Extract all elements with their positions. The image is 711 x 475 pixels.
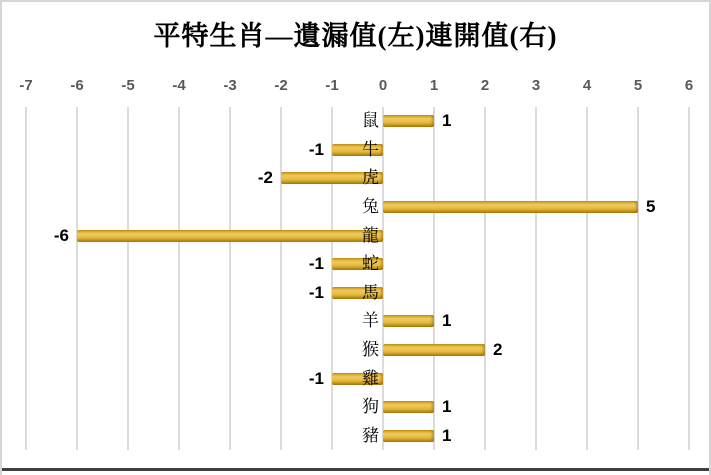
gridline (229, 107, 231, 450)
gridline (637, 107, 639, 450)
x-axis-tick-label: -5 (121, 77, 135, 94)
category-label: 牛 (362, 139, 379, 159)
value-label: -6 (53, 225, 69, 245)
gridline (433, 107, 435, 450)
bar (383, 430, 434, 442)
x-axis-tick-label: 5 (633, 77, 643, 94)
x-axis-tick-label: -2 (274, 77, 288, 94)
bar (383, 401, 434, 413)
value-label: 1 (442, 311, 452, 331)
category-label: 蛇 (362, 254, 379, 274)
x-axis-tick-label: 1 (429, 77, 439, 94)
x-axis-tick-label: 4 (582, 77, 592, 94)
bar (383, 344, 485, 356)
x-axis-tick-label: 0 (378, 77, 388, 94)
x-axis-tick-label: 6 (684, 77, 694, 94)
value-label: 5 (646, 197, 656, 217)
category-label: 豬 (362, 425, 379, 445)
gridline (127, 107, 129, 450)
gridline (25, 107, 27, 450)
value-label: 1 (442, 397, 452, 417)
category-label: 龍 (362, 225, 379, 245)
value-label: 1 (442, 425, 452, 445)
category-label: 狗 (362, 397, 379, 417)
bar (383, 115, 434, 127)
gridline (688, 107, 690, 450)
value-label: -1 (308, 282, 324, 302)
gridline (586, 107, 588, 450)
category-label: 雞 (362, 368, 379, 388)
x-axis-tick-label: -7 (19, 77, 33, 94)
x-axis-tick-label: 2 (480, 77, 490, 94)
value-label: 1 (442, 111, 452, 131)
gridline (76, 107, 78, 450)
x-axis-tick-label: -6 (70, 77, 84, 94)
value-label: -1 (308, 254, 324, 274)
chart-title: 平特生肖—遺漏值(左)連開值(右) (153, 21, 558, 51)
bar (383, 201, 638, 213)
category-label: 鼠 (362, 111, 379, 131)
category-label: 馬 (362, 282, 379, 302)
category-label: 兔 (362, 197, 379, 217)
bottom-border-line (2, 468, 709, 471)
gridline (535, 107, 537, 450)
value-label: -2 (257, 168, 273, 188)
bar (383, 315, 434, 327)
x-axis-tick-label: -3 (223, 77, 237, 94)
value-label: -1 (308, 139, 324, 159)
category-label: 虎 (362, 168, 379, 188)
category-label: 羊 (362, 311, 379, 331)
value-label: 2 (493, 339, 503, 359)
gridline (382, 107, 384, 450)
x-axis-tick-label: 3 (531, 77, 541, 94)
x-axis-tick-label: -4 (172, 77, 186, 94)
value-label: -1 (308, 368, 324, 388)
category-label: 猴 (362, 339, 379, 359)
gridline (178, 107, 180, 450)
x-axis-tick-label: -1 (325, 77, 339, 94)
